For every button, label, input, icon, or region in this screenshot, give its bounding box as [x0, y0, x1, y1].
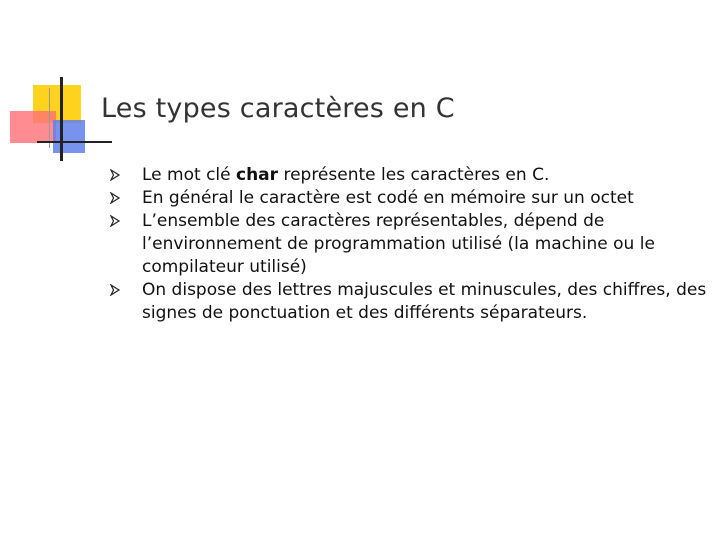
bullet-text-keyword: char	[236, 165, 279, 185]
bullet-item	[109, 164, 709, 187]
grey-line	[49, 88, 50, 148]
arrow-bullet-icon	[109, 169, 121, 181]
bullet-item	[109, 279, 709, 325]
bullet-list	[109, 164, 709, 325]
slide-title: Les types caractères en C	[101, 93, 455, 124]
decorative-logo	[0, 0, 100, 170]
blue-square	[53, 120, 85, 153]
bullet-item	[109, 187, 709, 210]
bullet-item	[109, 210, 709, 279]
bullet-text-pre: Le mot clé	[142, 165, 236, 185]
bullet-text: On dispose des lettres majuscules et minuscules, des chiffres, des signes de ponctuation et des différents séparateurs.	[142, 280, 707, 323]
arrow-bullet-icon	[109, 215, 121, 227]
bullet-text: En général le caractère est codé en mémoire sur un octet	[142, 188, 634, 208]
bullet-text: L’ensemble des caractères représentables, dépend de l’environnement de programmation utilisé (la machine ou le compilateur utilisé)	[142, 211, 655, 277]
arrow-bullet-icon	[109, 284, 121, 296]
arrow-bullet-icon	[109, 192, 121, 204]
vertical-line	[60, 77, 63, 161]
horizontal-line	[37, 141, 112, 143]
bullet-text-post: représente les caractères en C.	[278, 165, 550, 185]
